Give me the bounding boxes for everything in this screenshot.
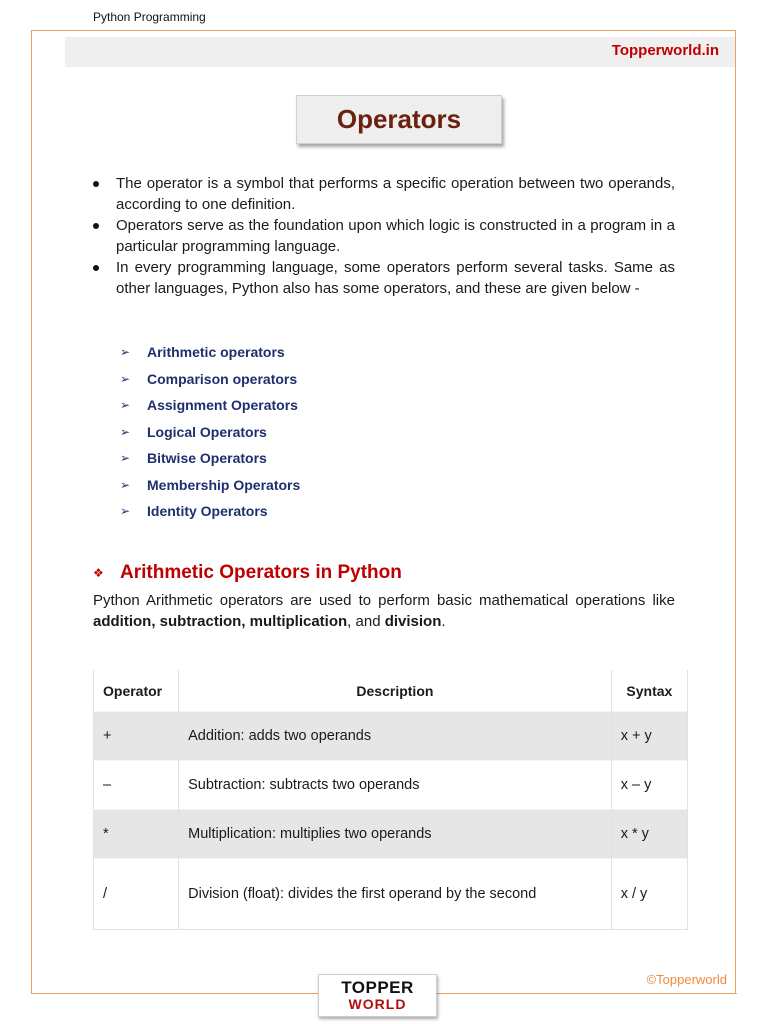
para-text: Python Arithmetic operators are used to perform basic mathematical operations like — [93, 592, 675, 609]
table-row — [94, 859, 688, 930]
arrow-bullet-icon: ➢ — [120, 504, 131, 519]
cell-operator: / — [94, 859, 179, 930]
table-row — [94, 761, 688, 810]
header-syntax: Syntax — [611, 670, 687, 712]
copyright-text: ©Topperworld — [646, 972, 727, 987]
cell-description: Multiplication: multiplies two operands — [179, 810, 612, 859]
para-bold-text: division — [384, 613, 442, 630]
list-item — [120, 392, 300, 419]
section-heading — [93, 562, 402, 584]
arithmetic-operators-table — [93, 670, 688, 930]
page-title: Operators — [336, 104, 462, 134]
section-heading-text: Arithmetic Operators in Python — [120, 562, 402, 583]
diamond-ornament-icon: ❖ — [93, 566, 104, 580]
brand-link[interactable]: Topperworld.in — [611, 42, 719, 59]
cell-syntax: x / y — [611, 859, 687, 930]
logo-line-1: TOPPER — [341, 977, 414, 997]
header-operator: Operator — [94, 670, 179, 712]
para-bold-text: addition, subtraction, multiplication — [93, 613, 348, 630]
arrow-bullet-icon: ➢ — [120, 477, 131, 492]
topperworld-logo — [318, 974, 437, 1017]
operator-type-label: Assignment Operators — [147, 397, 298, 414]
bullet-icon — [93, 223, 99, 229]
brand-band — [65, 37, 735, 67]
bullet-text: The operator is a symbol that performs a specific operation between two operands, according to one definition. — [116, 175, 675, 213]
bullet-text: Operators serve as the foundation upon which logic is constructed in a program in a particular programming language. — [116, 217, 675, 255]
arrow-bullet-icon: ➢ — [120, 398, 131, 413]
bullet-text: In every programming language, some operators perform several tasks. Same as other languages, Python also has some operators, and these are given below - — [116, 259, 675, 297]
intro-bullet-list — [93, 173, 675, 299]
operator-types-list — [120, 339, 300, 525]
table-row — [94, 810, 688, 859]
table-row — [94, 712, 688, 761]
list-item — [120, 419, 300, 446]
section-paragraph — [93, 590, 675, 632]
list-item — [120, 472, 300, 499]
operator-type-label: Logical Operators — [147, 423, 267, 440]
operator-type-label: Identity Operators — [147, 503, 268, 520]
cell-description: Division (float): divides the first operand by the second — [179, 859, 612, 930]
list-item — [93, 215, 675, 257]
operator-type-label: Comparison operators — [147, 370, 298, 387]
operator-type-label: Arithmetic operators — [147, 344, 285, 361]
list-item — [120, 445, 300, 472]
logo-line-2: WORLD — [348, 995, 407, 1012]
operator-type-label: Membership Operators — [147, 476, 301, 493]
arrow-bullet-icon: ➢ — [120, 451, 131, 466]
cell-syntax: x * y — [611, 810, 687, 859]
header-description: Description — [179, 670, 612, 712]
arrow-bullet-icon: ➢ — [120, 345, 131, 360]
list-item — [120, 498, 300, 525]
list-item — [120, 339, 300, 366]
para-text: , and — [347, 613, 385, 630]
cell-description: Subtraction: subtracts two operands — [179, 761, 612, 810]
para-text: . — [441, 613, 446, 630]
list-item — [93, 173, 675, 215]
page-title-box — [296, 95, 502, 144]
operator-type-label: Bitwise Operators — [147, 450, 267, 467]
arrow-bullet-icon: ➢ — [120, 371, 131, 386]
arrow-bullet-icon: ➢ — [120, 424, 131, 439]
cell-description: Addition: adds two operands — [179, 712, 612, 761]
table-header-row — [94, 670, 688, 712]
bullet-icon — [93, 265, 99, 271]
cell-operator: – — [94, 761, 179, 810]
list-item — [93, 257, 675, 299]
list-item — [120, 366, 300, 393]
running-head: Python Programming — [93, 10, 206, 24]
cell-operator: + — [94, 712, 179, 761]
cell-operator: * — [94, 810, 179, 859]
cell-syntax: x – y — [611, 761, 687, 810]
bullet-icon — [93, 181, 99, 187]
cell-syntax: x + y — [611, 712, 687, 761]
